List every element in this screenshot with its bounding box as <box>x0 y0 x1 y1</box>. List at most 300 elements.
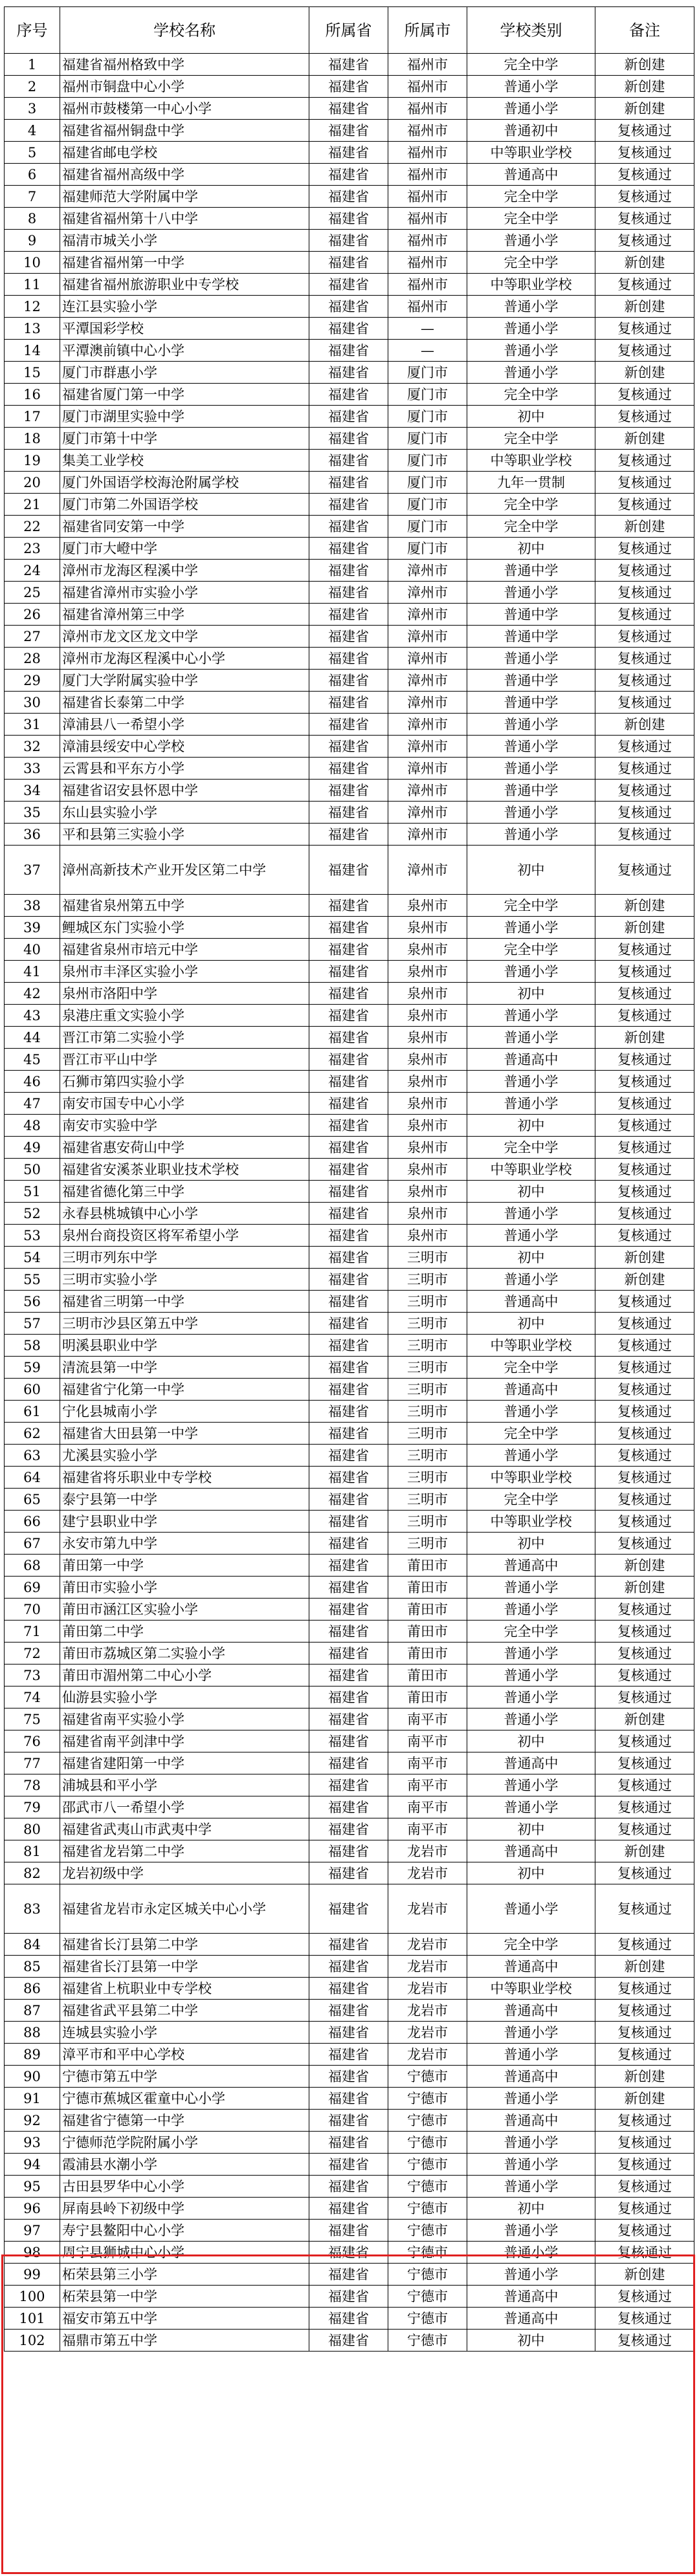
table-row <box>5 1730 694 1752</box>
province-cell: 福建省 <box>309 186 388 208</box>
school-type-cell: 初中 <box>467 1313 595 1335</box>
school-name-cell: 福建省诏安县怀恩中学 <box>60 780 309 802</box>
province-cell: 福建省 <box>309 318 388 340</box>
row-index-cell: 29 <box>5 670 60 692</box>
table-row <box>5 582 694 604</box>
row-index-cell: 84 <box>5 1934 60 1956</box>
school-type-cell: 初中 <box>467 1533 595 1555</box>
city-cell: 厦门市 <box>388 362 467 384</box>
row-index-cell: 44 <box>5 1027 60 1049</box>
city-cell: 宁德市 <box>388 2264 467 2286</box>
row-index-cell: 27 <box>5 626 60 648</box>
note-cell: 新创建 <box>595 1247 694 1269</box>
row-index-cell: 74 <box>5 1686 60 1708</box>
note-cell: 复核通过 <box>595 340 694 362</box>
note-cell: 复核通过 <box>595 2132 694 2154</box>
note-cell: 复核通过 <box>595 450 694 472</box>
province-cell: 福建省 <box>309 626 388 648</box>
province-cell: 福建省 <box>309 1269 388 1291</box>
school-name-cell: 漳州市龙文区龙文中学 <box>60 626 309 648</box>
province-cell: 福建省 <box>309 230 388 252</box>
school-type-cell: 中等职业学校 <box>467 274 595 296</box>
school-name-cell: 福建省将乐职业中专学校 <box>60 1467 309 1489</box>
province-cell: 福建省 <box>309 1027 388 1049</box>
school-name-cell: 漳州高新技术产业开发区第二中学 <box>60 846 309 895</box>
province-cell: 福建省 <box>309 472 388 494</box>
header-school-name: 学校名称 <box>60 7 309 54</box>
province-cell: 福建省 <box>309 1555 388 1577</box>
province-cell: 福建省 <box>309 560 388 582</box>
province-cell: 福建省 <box>309 2330 388 2352</box>
school-type-cell: 普通中学 <box>467 560 595 582</box>
table-row <box>5 98 694 120</box>
school-type-cell: 完全中学 <box>467 186 595 208</box>
school-type-cell: 完全中学 <box>467 494 595 516</box>
row-index-cell: 61 <box>5 1401 60 1423</box>
city-cell: 漳州市 <box>388 824 467 846</box>
row-index-cell: 12 <box>5 296 60 318</box>
city-cell: 宁德市 <box>388 2198 467 2220</box>
province-cell: 福建省 <box>309 1774 388 1796</box>
table-row <box>5 1159 694 1181</box>
city-cell: 莆田市 <box>388 1686 467 1708</box>
table-row <box>5 2132 694 2154</box>
table-row <box>5 1357 694 1379</box>
school-name-cell: 建宁县职业中学 <box>60 1511 309 1533</box>
province-cell: 福建省 <box>309 2264 388 2286</box>
school-name-cell: 福建省同安第一中学 <box>60 516 309 538</box>
province-cell: 福建省 <box>309 1093 388 1115</box>
school-type-cell: 普通高中 <box>467 1555 595 1577</box>
note-cell: 复核通过 <box>595 1511 694 1533</box>
row-index-cell: 93 <box>5 2132 60 2154</box>
table-row <box>5 1643 694 1665</box>
table-row <box>5 1708 694 1730</box>
school-name-cell: 福建省邮电学校 <box>60 142 309 164</box>
school-name-cell: 鲤城区东门实验小学 <box>60 917 309 939</box>
note-cell: 复核通过 <box>595 384 694 406</box>
note-cell: 新创建 <box>595 1269 694 1291</box>
school-type-cell: 普通小学 <box>467 296 595 318</box>
school-type-cell: 普通小学 <box>467 2132 595 2154</box>
note-cell: 复核通过 <box>595 1445 694 1467</box>
school-name-cell: 厦门外国语学校海沧附属学校 <box>60 472 309 494</box>
city-cell: 宁德市 <box>388 2066 467 2088</box>
city-cell: 三明市 <box>388 1423 467 1445</box>
school-name-cell: 周宁县狮城中心小学 <box>60 2242 309 2264</box>
province-cell: 福建省 <box>309 2286 388 2308</box>
row-index-cell: 76 <box>5 1730 60 1752</box>
school-name-cell: 三明市沙县区第五中学 <box>60 1313 309 1335</box>
school-name-cell: 邵武市八一希望小学 <box>60 1796 309 1818</box>
row-index-cell: 3 <box>5 98 60 120</box>
school-type-cell: 完全中学 <box>467 428 595 450</box>
table-row <box>5 1467 694 1489</box>
note-cell: 复核通过 <box>595 120 694 142</box>
city-cell: 莆田市 <box>388 1621 467 1643</box>
table-row <box>5 1071 694 1093</box>
row-index-cell: 28 <box>5 648 60 670</box>
table-row <box>5 186 694 208</box>
row-index-cell: 40 <box>5 939 60 961</box>
table-row <box>5 1093 694 1115</box>
school-type-cell: 普通小学 <box>467 1774 595 1796</box>
table-row <box>5 1752 694 1774</box>
row-index-cell: 80 <box>5 1818 60 1840</box>
row-index-cell: 45 <box>5 1049 60 1071</box>
note-cell: 复核通过 <box>595 164 694 186</box>
province-cell: 福建省 <box>309 917 388 939</box>
school-type-cell: 普通小学 <box>467 1225 595 1247</box>
school-type-cell: 普通小学 <box>467 1686 595 1708</box>
row-index-cell: 78 <box>5 1774 60 1796</box>
city-cell: 漳州市 <box>388 626 467 648</box>
city-cell: 三明市 <box>388 1357 467 1379</box>
school-type-cell: 完全中学 <box>467 1137 595 1159</box>
province-cell: 福建省 <box>309 961 388 983</box>
row-index-cell: 16 <box>5 384 60 406</box>
row-index-cell: 48 <box>5 1115 60 1137</box>
city-cell: 漳州市 <box>388 582 467 604</box>
table-row <box>5 2044 694 2066</box>
table-row <box>5 208 694 230</box>
table-row <box>5 1225 694 1247</box>
school-type-cell: 普通小学 <box>467 1577 595 1599</box>
row-index-cell: 81 <box>5 1840 60 1862</box>
school-type-cell: 普通小学 <box>467 1269 595 1291</box>
school-name-cell: 厦门市第十中学 <box>60 428 309 450</box>
province-cell: 福建省 <box>309 1956 388 1978</box>
city-cell: 三明市 <box>388 1313 467 1335</box>
city-cell: 南平市 <box>388 1730 467 1752</box>
school-name-cell: 福建省三明第一中学 <box>60 1291 309 1313</box>
city-cell: 福州市 <box>388 142 467 164</box>
province-cell: 福建省 <box>309 1643 388 1665</box>
school-name-cell: 福建省上杭职业中专学校 <box>60 1978 309 2000</box>
province-cell: 福建省 <box>309 1467 388 1489</box>
note-cell: 新创建 <box>595 917 694 939</box>
city-cell: 泉州市 <box>388 939 467 961</box>
note-cell: 复核通过 <box>595 1467 694 1489</box>
school-type-cell: 普通小学 <box>467 2264 595 2286</box>
school-type-cell: 完全中学 <box>467 1621 595 1643</box>
table-row <box>5 1511 694 1533</box>
province-cell: 福建省 <box>309 2242 388 2264</box>
table-row <box>5 2022 694 2044</box>
table-row <box>5 1115 694 1137</box>
province-cell: 福建省 <box>309 274 388 296</box>
province-cell: 福建省 <box>309 1357 388 1379</box>
school-name-cell: 寿宁县鳌阳中心小学 <box>60 2220 309 2242</box>
school-type-cell: 普通小学 <box>467 824 595 846</box>
note-cell: 新创建 <box>595 1708 694 1730</box>
table-row <box>5 516 694 538</box>
note-cell: 新创建 <box>595 1840 694 1862</box>
school-type-cell: 普通小学 <box>467 2220 595 2242</box>
province-cell: 福建省 <box>309 2000 388 2022</box>
city-cell: 福州市 <box>388 296 467 318</box>
row-index-cell: 41 <box>5 961 60 983</box>
note-cell: 新创建 <box>595 1956 694 1978</box>
note-cell: 新创建 <box>595 2264 694 2286</box>
city-cell: 莆田市 <box>388 1577 467 1599</box>
province-cell: 福建省 <box>309 1796 388 1818</box>
province-cell: 福建省 <box>309 1203 388 1225</box>
school-type-cell: 完全中学 <box>467 54 595 76</box>
table-row <box>5 939 694 961</box>
school-type-cell: 普通中学 <box>467 626 595 648</box>
city-cell: 漳州市 <box>388 758 467 780</box>
province-cell: 福建省 <box>309 648 388 670</box>
school-name-cell: 宁化县城南小学 <box>60 1401 309 1423</box>
table-row <box>5 2242 694 2264</box>
school-type-cell: 普通小学 <box>467 2044 595 2066</box>
row-index-cell: 55 <box>5 1269 60 1291</box>
school-name-cell: 福建省南平剑津中学 <box>60 1730 309 1752</box>
school-name-cell: 南安市国专中心小学 <box>60 1093 309 1115</box>
row-index-cell: 17 <box>5 406 60 428</box>
header-province: 所属省 <box>309 7 388 54</box>
note-cell: 复核通过 <box>595 1291 694 1313</box>
table-row <box>5 604 694 626</box>
school-name-cell: 福建省南平实验小学 <box>60 1708 309 1730</box>
note-cell: 复核通过 <box>595 1379 694 1401</box>
header-row <box>5 7 694 54</box>
school-name-cell: 柘荣县第三小学 <box>60 2264 309 2286</box>
school-name-cell: 福建省武夷山市武夷中学 <box>60 1818 309 1840</box>
row-index-cell: 18 <box>5 428 60 450</box>
province-cell: 福建省 <box>309 714 388 736</box>
note-cell: 新创建 <box>595 895 694 917</box>
row-index-cell: 42 <box>5 983 60 1005</box>
city-cell: 三明市 <box>388 1335 467 1357</box>
row-index-cell: 49 <box>5 1137 60 1159</box>
note-cell: 复核通过 <box>595 494 694 516</box>
school-name-cell: 清流县第一中学 <box>60 1357 309 1379</box>
row-index-cell: 19 <box>5 450 60 472</box>
school-name-cell: 莆田市涵江区实验小学 <box>60 1599 309 1621</box>
city-cell: 厦门市 <box>388 472 467 494</box>
table-row <box>5 824 694 846</box>
city-cell: 莆田市 <box>388 1643 467 1665</box>
province-cell: 福建省 <box>309 736 388 758</box>
school-type-cell: 中等职业学校 <box>467 1511 595 1533</box>
note-cell: 复核通过 <box>595 1862 694 1884</box>
row-index-cell: 101 <box>5 2308 60 2330</box>
row-index-cell: 63 <box>5 1445 60 1467</box>
note-cell: 复核通过 <box>595 1730 694 1752</box>
province-cell: 福建省 <box>309 2154 388 2176</box>
school-name-cell: 福建省长汀县第一中学 <box>60 1956 309 1978</box>
school-name-cell: 泉港庄重文实验小学 <box>60 1005 309 1027</box>
province-cell: 福建省 <box>309 2110 388 2132</box>
school-name-cell: 古田县罗华中心小学 <box>60 2176 309 2198</box>
table-row <box>5 296 694 318</box>
row-index-cell: 13 <box>5 318 60 340</box>
city-cell: 泉州市 <box>388 895 467 917</box>
school-type-cell: 完全中学 <box>467 252 595 274</box>
row-index-cell: 91 <box>5 2088 60 2110</box>
province-cell: 福建省 <box>309 1489 388 1511</box>
table-row <box>5 2088 694 2110</box>
city-cell: 福州市 <box>388 120 467 142</box>
school-name-cell: 福建省长泰第二中学 <box>60 692 309 714</box>
school-name-cell: 福建省德化第三中学 <box>60 1181 309 1203</box>
city-cell: 厦门市 <box>388 406 467 428</box>
note-cell: 复核通过 <box>595 274 694 296</box>
school-type-cell: 普通小学 <box>467 1071 595 1093</box>
table-row <box>5 714 694 736</box>
school-name-cell: 莆田第二中学 <box>60 1621 309 1643</box>
province-cell: 福建省 <box>309 384 388 406</box>
table-row <box>5 692 694 714</box>
row-index-cell: 94 <box>5 2154 60 2176</box>
row-index-cell: 33 <box>5 758 60 780</box>
table-row <box>5 1269 694 1291</box>
school-type-cell: 普通小学 <box>467 1445 595 1467</box>
school-type-cell: 普通小学 <box>467 1203 595 1225</box>
city-cell: 莆田市 <box>388 1599 467 1621</box>
school-name-cell: 福建省惠安荷山中学 <box>60 1137 309 1159</box>
province-cell: 福建省 <box>309 1005 388 1027</box>
note-cell: 复核通过 <box>595 692 694 714</box>
province-cell: 福建省 <box>309 2044 388 2066</box>
row-index-cell: 96 <box>5 2198 60 2220</box>
table-row <box>5 1445 694 1467</box>
city-cell: 漳州市 <box>388 670 467 692</box>
province-cell: 福建省 <box>309 670 388 692</box>
note-cell: 复核通过 <box>595 1978 694 2000</box>
school-name-cell: 龙岩初级中学 <box>60 1862 309 1884</box>
province-cell: 福建省 <box>309 1511 388 1533</box>
city-cell: 漳州市 <box>388 846 467 895</box>
province-cell: 福建省 <box>309 895 388 917</box>
province-cell: 福建省 <box>309 824 388 846</box>
province-cell: 福建省 <box>309 252 388 274</box>
city-cell: 福州市 <box>388 208 467 230</box>
table-row <box>5 2154 694 2176</box>
row-index-cell: 54 <box>5 1247 60 1269</box>
table-row <box>5 626 694 648</box>
school-name-cell: 福安市第五中学 <box>60 2308 309 2330</box>
school-type-cell: 初中 <box>467 1181 595 1203</box>
school-name-cell: 东山县实验小学 <box>60 802 309 824</box>
table-row <box>5 560 694 582</box>
province-cell: 福建省 <box>309 1247 388 1269</box>
school-name-cell: 宁德市第五中学 <box>60 2066 309 2088</box>
table-row <box>5 917 694 939</box>
province-cell: 福建省 <box>309 296 388 318</box>
table-row <box>5 2286 694 2308</box>
row-index-cell: 53 <box>5 1225 60 1247</box>
note-cell: 复核通过 <box>595 142 694 164</box>
row-index-cell: 30 <box>5 692 60 714</box>
school-name-cell: 福建省宁德第一中学 <box>60 2110 309 2132</box>
note-cell: 复核通过 <box>595 983 694 1005</box>
city-cell: 宁德市 <box>388 2242 467 2264</box>
city-cell: 泉州市 <box>388 961 467 983</box>
school-name-cell: 福建省宁化第一中学 <box>60 1379 309 1401</box>
school-name-cell: 福建省福州旅游职业中专学校 <box>60 274 309 296</box>
table-row <box>5 2308 694 2330</box>
row-index-cell: 2 <box>5 76 60 98</box>
note-cell: 复核通过 <box>595 472 694 494</box>
province-cell: 福建省 <box>309 2066 388 2088</box>
school-name-cell: 福建省福州格致中学 <box>60 54 309 76</box>
row-index-cell: 46 <box>5 1071 60 1093</box>
table-row <box>5 538 694 560</box>
school-name-cell: 尤溪县实验小学 <box>60 1445 309 1467</box>
note-cell: 复核通过 <box>595 604 694 626</box>
table-row <box>5 1423 694 1445</box>
school-type-cell: 普通小学 <box>467 1884 595 1934</box>
school-type-cell: 普通小学 <box>467 230 595 252</box>
school-type-cell: 普通小学 <box>467 1599 595 1621</box>
province-cell: 福建省 <box>309 2176 388 2198</box>
table-row <box>5 1401 694 1423</box>
table-row <box>5 758 694 780</box>
school-name-cell: 福建省福州高级中学 <box>60 164 309 186</box>
school-type-cell: 普通高中 <box>467 1752 595 1774</box>
school-type-cell: 中等职业学校 <box>467 1159 595 1181</box>
province-cell: 福建省 <box>309 1978 388 2000</box>
school-type-cell: 初中 <box>467 1862 595 1884</box>
province-cell: 福建省 <box>309 450 388 472</box>
table-row <box>5 2330 694 2352</box>
note-cell: 复核通过 <box>595 1643 694 1665</box>
table-row <box>5 2000 694 2022</box>
row-index-cell: 31 <box>5 714 60 736</box>
city-cell: 莆田市 <box>388 1665 467 1686</box>
note-cell: 复核通过 <box>595 1071 694 1093</box>
note-cell: 复核通过 <box>595 824 694 846</box>
province-cell: 福建省 <box>309 98 388 120</box>
city-cell: 南平市 <box>388 1752 467 1774</box>
row-index-cell: 73 <box>5 1665 60 1686</box>
province-cell: 福建省 <box>309 1313 388 1335</box>
school-name-cell: 平和县第三实验小学 <box>60 824 309 846</box>
school-type-cell: 普通小学 <box>467 76 595 98</box>
school-type-cell: 初中 <box>467 2330 595 2352</box>
row-index-cell: 10 <box>5 252 60 274</box>
city-cell: 漳州市 <box>388 648 467 670</box>
province-cell: 福建省 <box>309 1181 388 1203</box>
row-index-cell: 60 <box>5 1379 60 1401</box>
school-name-cell: 仙游县实验小学 <box>60 1686 309 1708</box>
city-cell: 泉州市 <box>388 917 467 939</box>
note-cell: 复核通过 <box>595 1049 694 1071</box>
city-cell: 漳州市 <box>388 802 467 824</box>
note-cell: 复核通过 <box>595 2330 694 2352</box>
note-cell: 复核通过 <box>595 2044 694 2066</box>
table-row <box>5 1577 694 1599</box>
table-row <box>5 1379 694 1401</box>
province-cell: 福建省 <box>309 758 388 780</box>
province-cell: 福建省 <box>309 2132 388 2154</box>
table-row <box>5 895 694 917</box>
city-cell: 漳州市 <box>388 692 467 714</box>
school-name-cell: 福建省厦门第一中学 <box>60 384 309 406</box>
school-type-cell: 普通高中 <box>467 1291 595 1313</box>
row-index-cell: 34 <box>5 780 60 802</box>
row-index-cell: 75 <box>5 1708 60 1730</box>
table-row <box>5 2066 694 2088</box>
table-row <box>5 450 694 472</box>
school-type-cell: 中等职业学校 <box>467 1467 595 1489</box>
row-index-cell: 15 <box>5 362 60 384</box>
city-cell: 漳州市 <box>388 780 467 802</box>
note-cell: 复核通过 <box>595 1159 694 1181</box>
